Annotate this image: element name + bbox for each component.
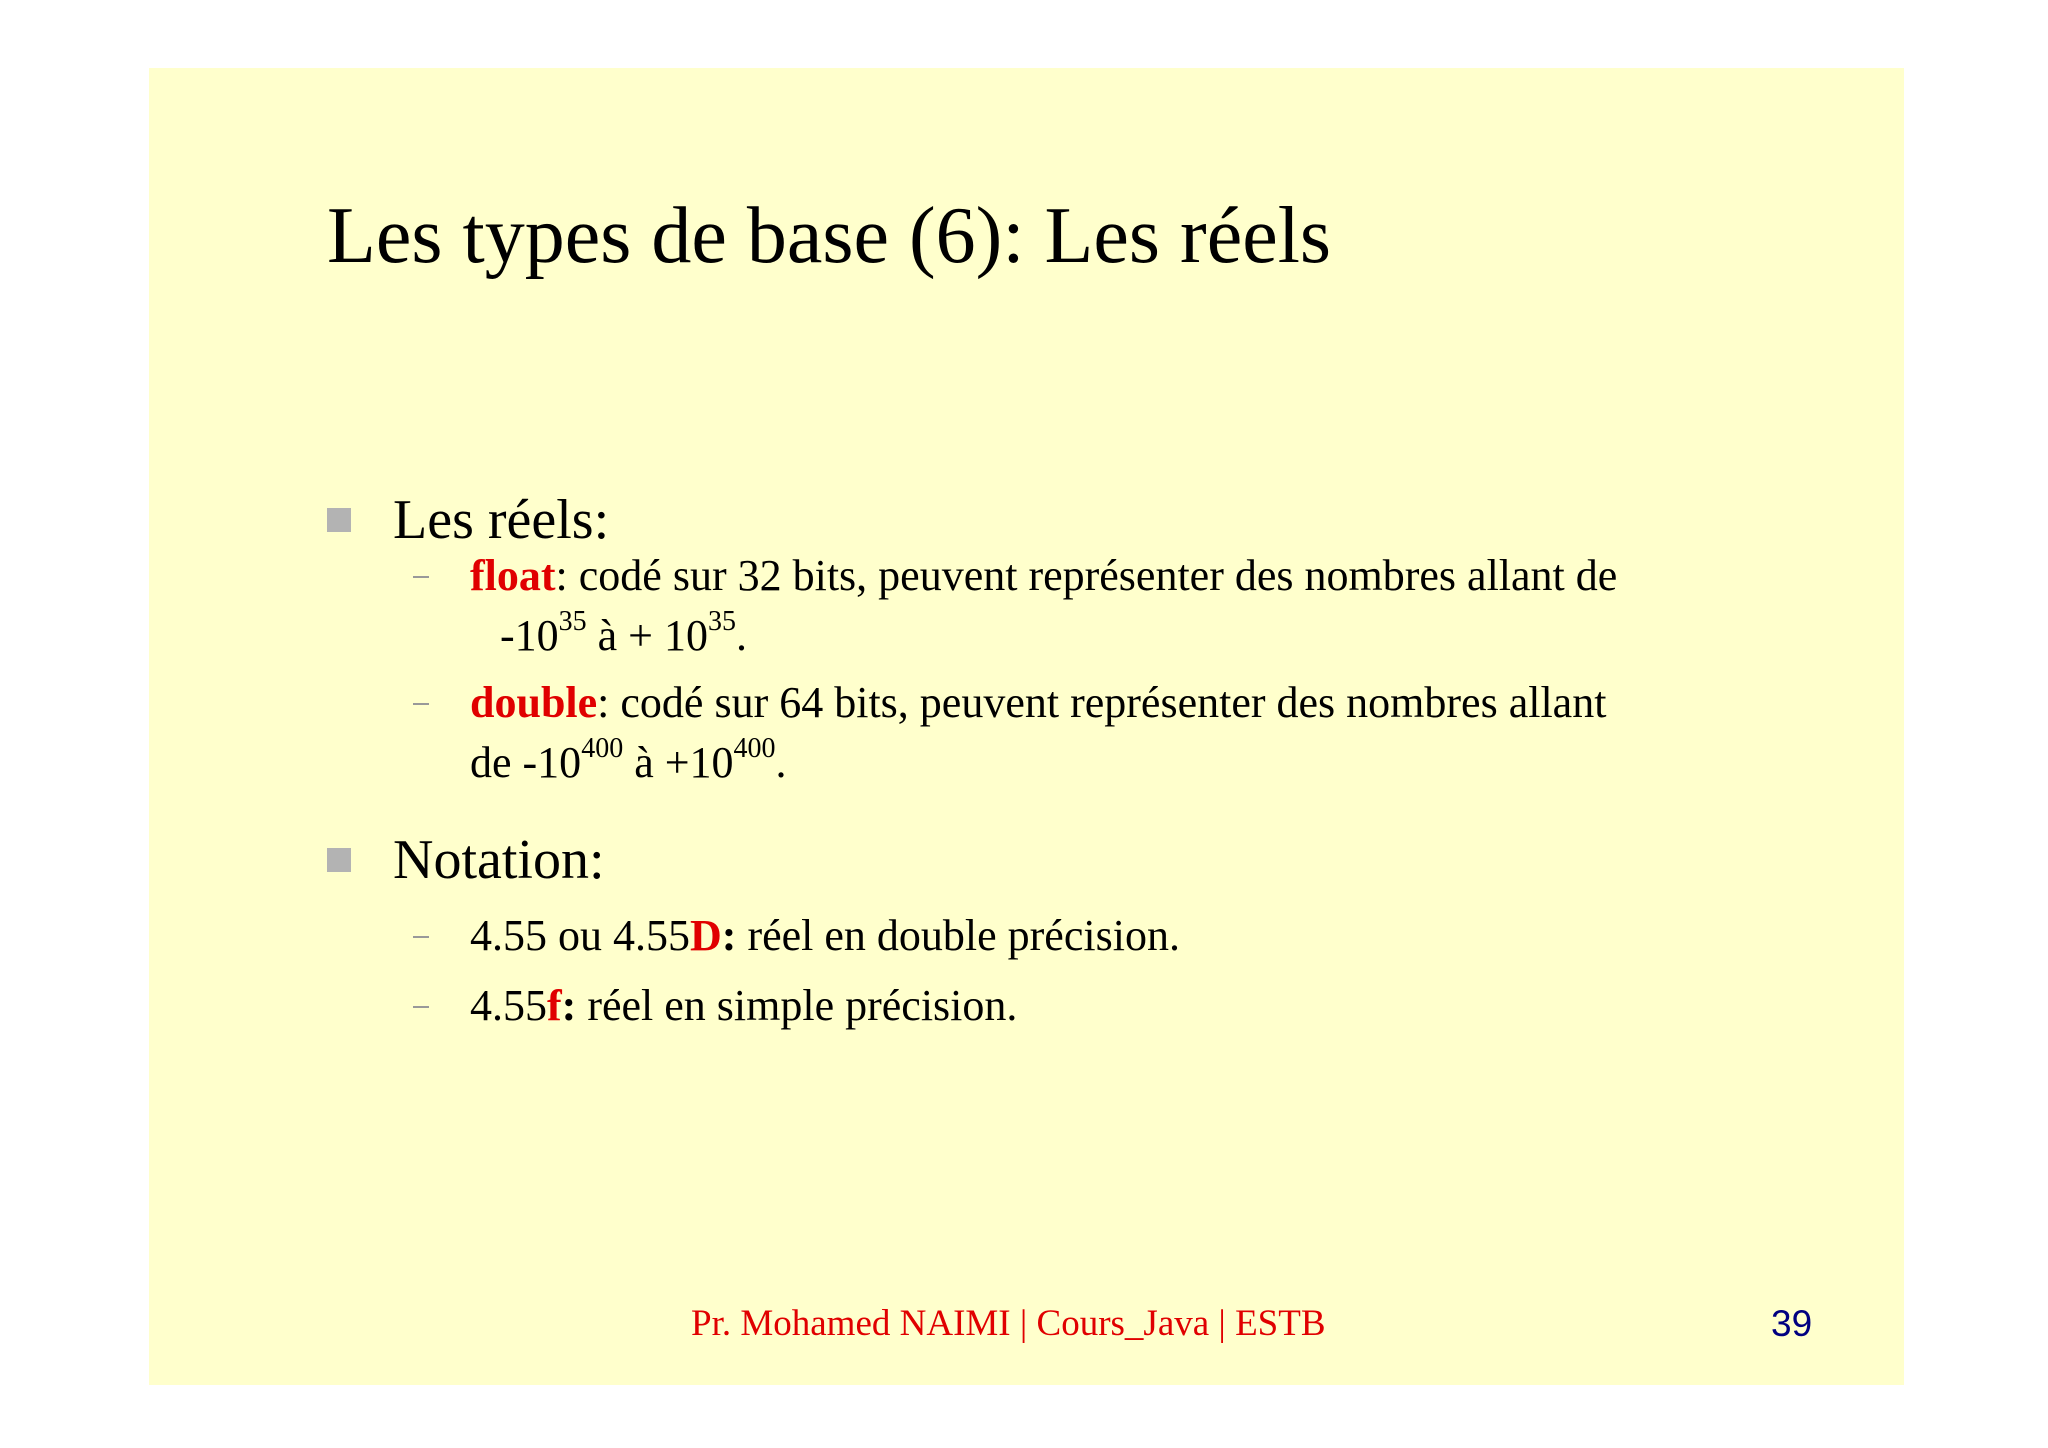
dash-bullet-icon bbox=[413, 576, 429, 578]
bullet-label: Notation: bbox=[393, 829, 605, 891]
float-range: $-10^{35}$ à + $10^{35}$. bbox=[500, 606, 747, 660]
dash-bullet-icon bbox=[413, 703, 429, 705]
slide-footer: Pr. Mohamed NAIMI | Cours_Java | ESTB bbox=[691, 1303, 1326, 1344]
suffix-D: D bbox=[690, 911, 722, 960]
page-number: 39 bbox=[1771, 1303, 1813, 1344]
slide-title: Les types de base (6): Les réels bbox=[327, 192, 1332, 280]
square-bullet-icon bbox=[327, 848, 351, 872]
dash-bullet-icon bbox=[413, 936, 429, 938]
keyword-float: float bbox=[470, 551, 556, 600]
suffix-f: f bbox=[547, 981, 562, 1030]
square-bullet-icon bbox=[327, 508, 351, 532]
slide: Les types de base (6): Les réels Les réels: float: codé sur 32 bits, peuvent représenter des nombres allant de $-10^{35}$ à + $10^{35}$. double: codé sur 64 bits, peuvent représenter des nombres allant de $-10^{400}$ à $+10^{400}$. Notation: 4.55 ou 4.55D: réel en double précision. 4.55f: réel en simple précision. Pr. Mohamed NAIMI | Cours_Java | ESTB 39 bbox=[149, 68, 1904, 1385]
dash-bullet-icon bbox=[413, 1006, 429, 1008]
keyword-double: double bbox=[470, 678, 598, 727]
float-description: : codé sur 32 bits, peuvent représenter des nombres allant de bbox=[555, 551, 1618, 600]
double-range: de $-10^{400}$ à $+10^{400}$. bbox=[470, 733, 787, 787]
bullet-label: Les réels: bbox=[393, 489, 610, 551]
double-description: : codé sur 64 bits, peuvent représenter des nombres allant bbox=[597, 678, 1607, 727]
